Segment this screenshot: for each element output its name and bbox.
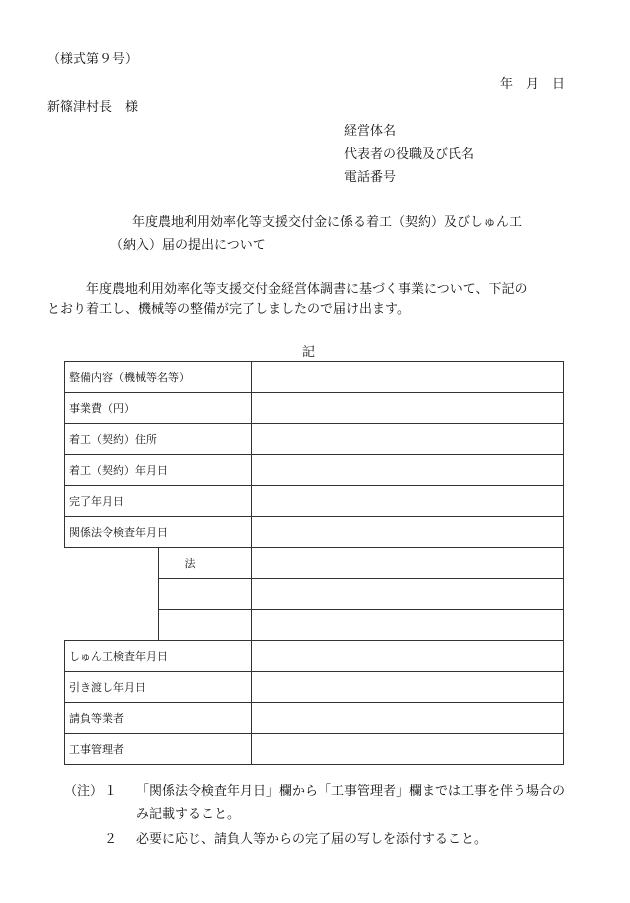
note-2-text: 必要に応じ、請負人等からの完了届の写しを添付すること。 — [136, 832, 488, 847]
table-row — [65, 734, 564, 765]
row-value-completion-date[interactable] — [252, 486, 564, 517]
row-label-handover-date: 引き渡し年月日 — [65, 672, 252, 703]
table-row — [65, 455, 564, 486]
table-row — [65, 393, 564, 424]
row-label-law-extra-1[interactable] — [158, 579, 252, 610]
table-row — [65, 548, 564, 579]
indent-spacer — [65, 548, 159, 641]
note-2-number: ２ — [104, 832, 118, 847]
row-value-law[interactable] — [252, 548, 564, 579]
row-label-start-address: 着工（契約）住所 — [65, 424, 252, 455]
table-row — [65, 703, 564, 734]
title-line-2: （納入）届の提出について — [110, 238, 266, 253]
row-label-final-inspection-date: しゅん工検査年月日 — [65, 641, 252, 672]
representative-label: 代表者の役職及び氏名 — [344, 147, 475, 162]
table-row — [65, 672, 564, 703]
row-value-contractor[interactable] — [252, 703, 564, 734]
row-value-construction-manager[interactable] — [252, 734, 564, 765]
row-value-inspection-date[interactable] — [252, 517, 564, 548]
form-table — [64, 361, 564, 765]
addressee: 新篠津村長 様 — [47, 100, 139, 115]
table-row — [65, 641, 564, 672]
row-value-project-cost[interactable] — [252, 393, 564, 424]
phone-label: 電話番号 — [344, 170, 397, 185]
row-label-law: 法 — [158, 548, 252, 579]
notes-prefix: （注） — [64, 784, 104, 799]
row-value-final-inspection-date[interactable] — [252, 641, 564, 672]
row-value-start-date[interactable] — [252, 455, 564, 486]
ki-heading: 記 — [302, 345, 316, 360]
row-label-start-date: 着工（契約）年月日 — [65, 455, 252, 486]
entity-name-label: 経営体名 — [344, 124, 397, 139]
row-value-law-extra-2[interactable] — [252, 610, 564, 641]
body-text-line-1: 年度農地利用効率化等支援交付金経営体調書に基づく事業について、下記の — [86, 282, 528, 297]
row-label-completion-date: 完了年月日 — [65, 486, 252, 517]
row-label-project-cost: 事業費（円） — [65, 393, 252, 424]
row-label-law-extra-2[interactable] — [158, 610, 252, 641]
title-line-1: 年度農地利用効率化等支援交付金に係る着工（契約）及びしゅん工 — [132, 215, 523, 230]
row-label-inspection-date: 関係法令検査年月日 — [65, 517, 252, 548]
note-1-line-1: 「関係法令検査年月日」欄から「工事管理者」欄までは工事を伴う場合の — [136, 784, 566, 799]
note-1-line-2: み記載すること。 — [136, 807, 241, 822]
date-line: 年 月 日 — [500, 77, 566, 92]
note-1-number: １ — [104, 784, 118, 799]
table-row — [65, 362, 564, 393]
row-value-start-address[interactable] — [252, 424, 564, 455]
row-label-construction-manager: 工事管理者 — [65, 734, 252, 765]
row-label-equipment: 整備内容（機械等名等） — [65, 362, 252, 393]
row-value-handover-date[interactable] — [252, 672, 564, 703]
row-value-law-extra-1[interactable] — [252, 579, 564, 610]
table-row — [65, 486, 564, 517]
table-row — [65, 517, 564, 548]
table-row — [65, 424, 564, 455]
body-text-line-2: とおり着工し、機械等の整備が完了しましたので届け出ます。 — [47, 302, 410, 317]
row-value-equipment[interactable] — [252, 362, 564, 393]
form-number: （様式第９号） — [47, 52, 139, 67]
row-label-contractor: 請負等業者 — [65, 703, 252, 734]
